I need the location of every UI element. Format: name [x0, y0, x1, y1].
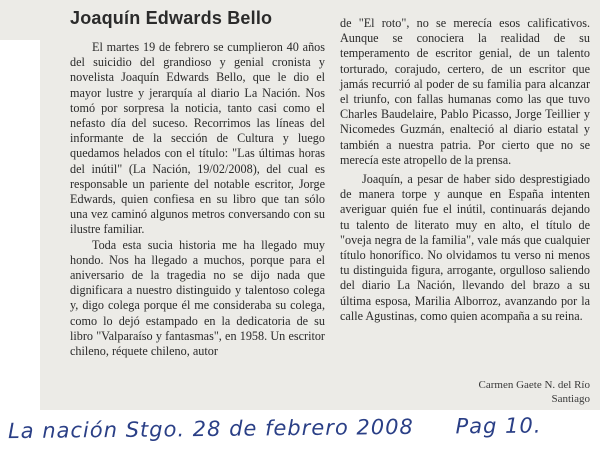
handwritten-source: La nación Stgo. 28 de febrero 2008 [7, 414, 414, 444]
letter-signature [340, 378, 590, 406]
handwritten-annotation [8, 413, 598, 443]
signature-city: Santiago [551, 393, 590, 405]
article-paragraph-continuation: de "El roto", no se merecía esos calificativos. Aunque se conociera la realidad de su temperamento de escritor genial, de un talento torturado, corajudo, certero, de un escritor que jamás recurrió al poder de su familia para alcanzar el triunfo, con fallas humanas como las que tuvo Charles Baudelaire, Pablo Picasso, Jorge Teillier y Nicomedes Guzmán, enalteció al diario estatal y también a nuestra patria. Por cierto que no se merecía este atropello de la prensa. [340, 16, 590, 167]
signature-name: Carmen Gaete N. del Río [478, 379, 590, 391]
article-title: Joaquín Edwards Bello [70, 8, 273, 28]
article-right-column [340, 16, 590, 323]
handwritten-page: Pag 10. [455, 413, 542, 439]
article-paragraph-1: El martes 19 de febrero se cumplieron 40 años del suicidio del grandioso y genial cronista y novelista Joaquín Edwards Bello, que le dio el mayor lustre y jerarquía al diario La Nación. Nos tomó por sorpresa la noticia, tanto casi como el nefasto día del suceso. Recorrimos las líneas del informante de la sección de Cultura y luego quedamos helados con el título: "Las últimas horas del inútil" (La Nación, 19/02/2008), del cual es responsable un pariente del notable escritor, Jorge Edwards, quien confiesa en su libro que tan sólo una vez caminó algunos metros conversando con su ilustre familiar. [70, 40, 325, 237]
clipping-torn-edge [0, 40, 40, 410]
article-left-column [70, 40, 325, 410]
article-paragraph-3: Joaquín, a pesar de haber sido desprestigiado de manera torpe y aunque en España intenten averiguar quién fue el inútil, continuarás dejando tu talento de literato muy en alto, el título de "oveja negra de la familia", vale más que cualquier título honorífico. No olvidamos tu verso ni menos tu distinguida figura, arrogante, orgulloso saliendo del diario La Nación, llevando del brazo a su última esposa, Marilia Alborroz, avanzando por la calle Agustinas, como quien acompaña a su reina. [340, 172, 590, 323]
article-paragraph-2: Toda esta sucia historia me ha llegado muy hondo. Nos ha llegado a muchos, porque para el aniversario de la tragedia no se dijo nada que dignificara a nuestro distinguido y talentoso colega y, digo colega porque él me consideraba su colega, como lo dejó estampado en la dedicatoria de su libro "Valparaíso y fantasmas", en 1958. Un escritor chileno, réquete chileno, autor [70, 237, 325, 359]
